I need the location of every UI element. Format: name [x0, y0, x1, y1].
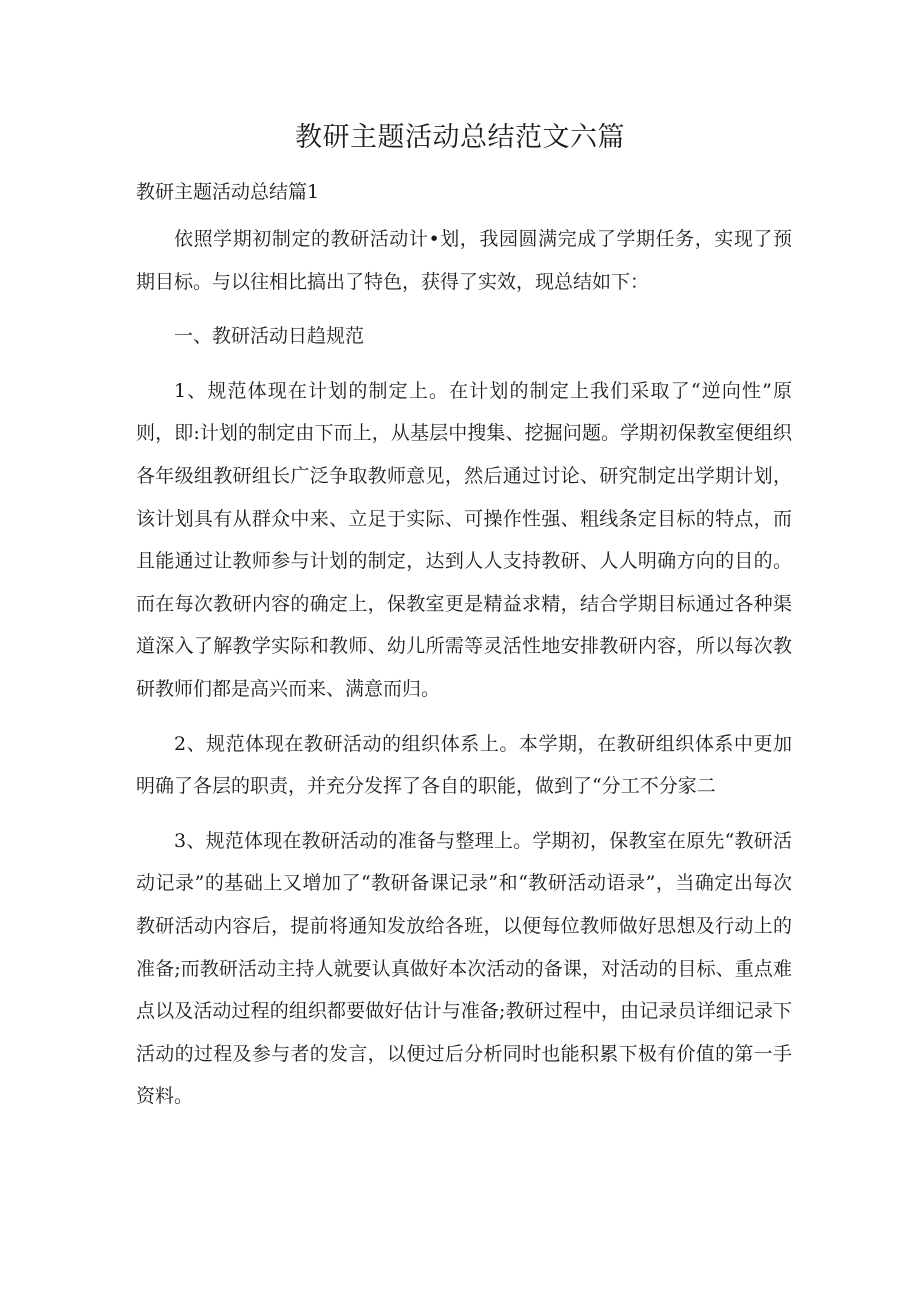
document-body	[136, 218, 792, 1130]
paragraph-point-2: 2、规范体现在教研活动的组织体系上。本学期，在教研组织体系中更加明确了各层的职责，并充分发挥了各自的职能，做到了“分工不分家二	[136, 732, 792, 798]
document-title: 教研主题活动总结范文六篇	[295, 122, 625, 153]
section-heading: 教研主题活动总结篇1	[136, 181, 320, 203]
paragraph-subheading: 一、教研活动日趋规范	[174, 325, 365, 348]
paragraph-point-3: 3、规范体现在教研活动的准备与整理上。学期初，保教室在原先“教研活动记录”的基础上又增加了“教研备课记录”和“教研活动语录”，当确定出每次教研活动内容后，提前将通知发放给各班，以便每位教师做好思想及行动上的准备;而教研活动主持人就要认真做好本次活动的备课，对活动的目标、重点难点以及活动过程的组织都要做好估计与准备;教研过程中，由记录员详细记录下活动的过程及参与者的发言，以便过后分析同时也能积累下极有价值的第一手资料。	[136, 829, 792, 1108]
paragraph-point-1: 1、规范体现在计划的制定上。在计划的制定上我们采取了“逆向性”原则，即:计划的制定由下而上，从基层中搜集、挖掘问题。学期初保教室便组织各年级组教研组长广泛争取教师意见，然后通过讨论、研究制定出学期计划，该计划具有从群众中来、立足于实际、可操作性强、粗线条定目标的特点，而且能通过让教师参与计划的制定，达到人人支持教研、人人明确方向的目的。而在每次教研内容的确定上，保教室更是精益求精，结合学期目标通过各种渠道深入了解教学实际和教师、幼儿所需等灵活性地安排教研内容，所以每次教研教师们都是高兴而来、满意而归。	[136, 379, 792, 700]
paragraph-intro: 依照学期初制定的教研活动计•划，我园圆满完成了学期任务，实现了预期目标。与以往相比搞出了特色，获得了实效，现总结如下：	[136, 228, 792, 293]
